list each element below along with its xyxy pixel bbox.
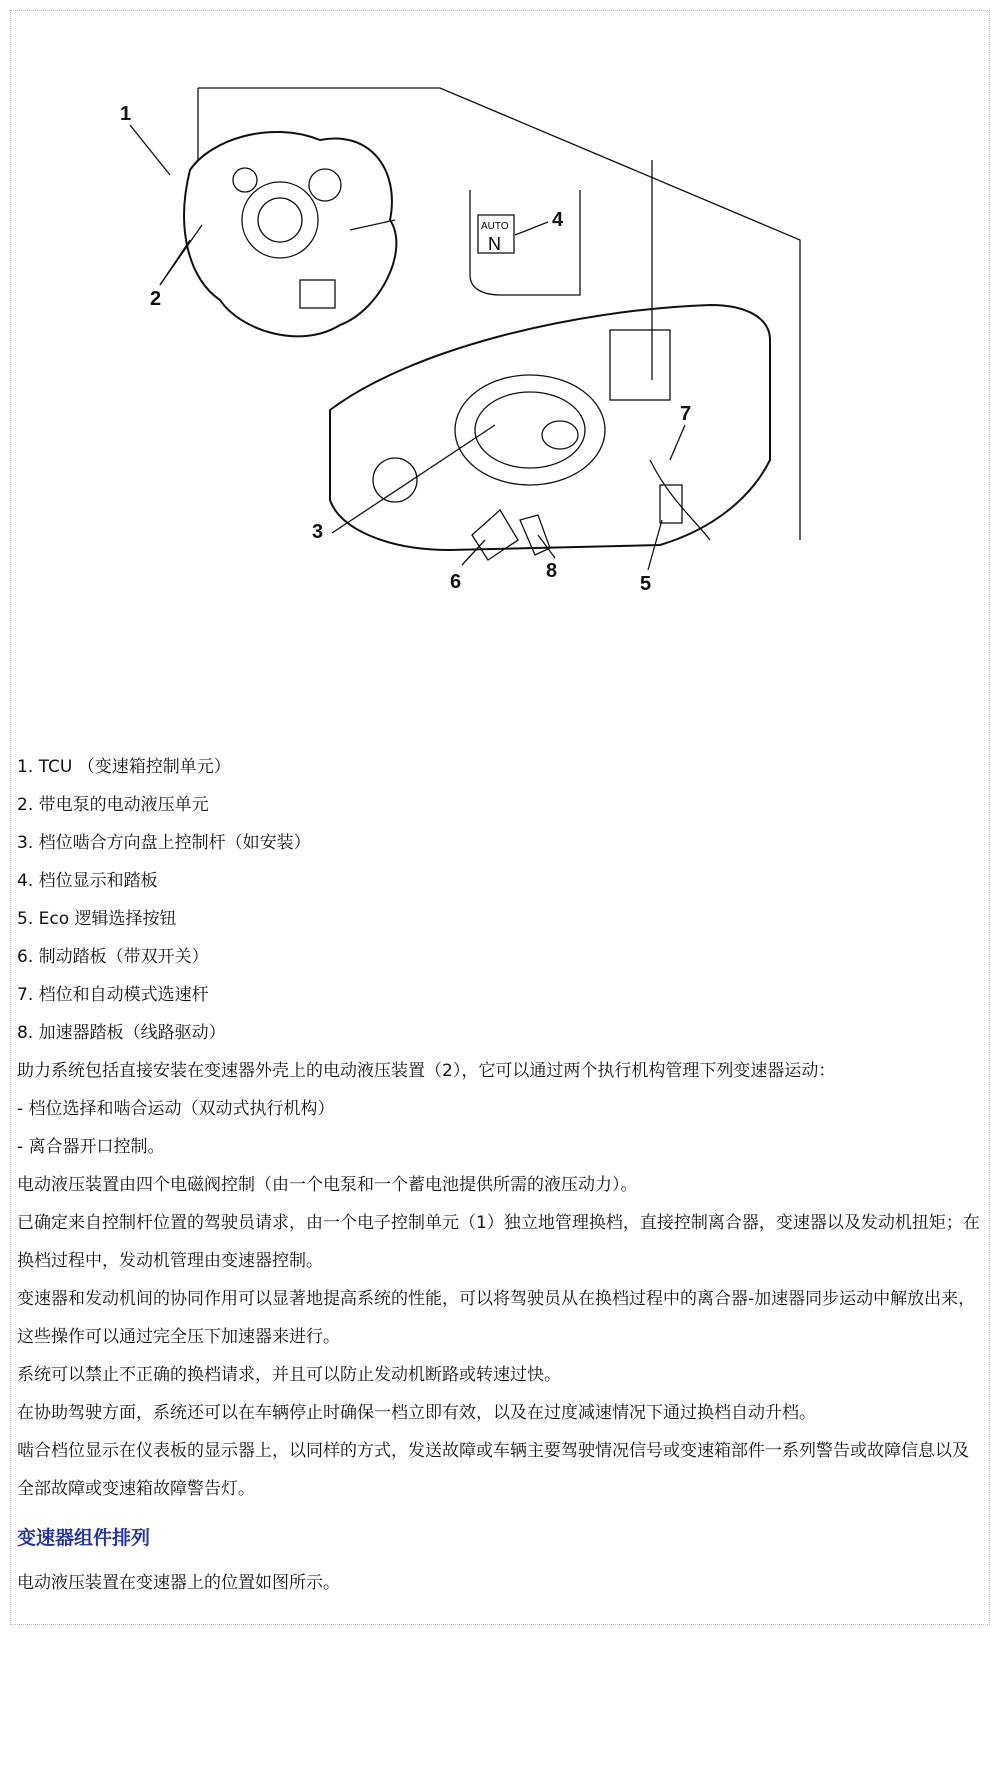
legend-item-2: 2. 带电泵的电动液压单元 [17,795,209,815]
callout-5: 5 [640,573,652,595]
legend-item-6: 6. 制动踏板（带双开关） [17,947,209,967]
body-intro: 助力系统包括直接安装在变速器外壳上的电动液压装置（2），它可以通过两个执行机构管理下列变速器运动： [17,1061,836,1081]
callout-8: 8 [546,560,558,582]
gearbox-drawing [184,132,396,336]
callout-6: 6 [450,571,462,593]
legend-item-3: 3. 档位啮合方向盘上控制杆（如安装） [17,833,311,853]
callout-3: 3 [312,521,324,543]
display-gear-text: N [488,234,501,254]
body-bullet-1: - 档位选择和啮合运动（双动式执行机构） [17,1099,335,1119]
callout-2: 2 [150,288,162,310]
legend-item-7: 7. 档位和自动模式选速杆 [17,985,209,1005]
gear-display-drawing [470,190,580,295]
legend-item-5: 5. Eco 逻辑选择按钮 [17,909,177,929]
transmission-diagram [120,80,830,680]
callout-4: 4 [552,209,564,231]
body-paragraph-3: 变速器和发动机间的协同作用可以显著地提高系统的性能，可以将驾驶员从在换档过程中的离合器-加速器同步运动中解放出来，这些操作可以通过完全压下加速器来进行。 [17,1289,976,1347]
callout-7: 7 [680,403,692,425]
display-auto-text: AUTO [481,221,509,232]
section-heading: 变速器组件排列 [17,1527,151,1549]
callout-1: 1 [120,103,132,125]
legend-item-1: 1. TCU （变速箱控制单元） [17,757,231,777]
section-text: 电动液压装置在变速器上的位置如图所示。 [17,1573,340,1593]
dashboard-drawing [330,305,770,560]
body-paragraph-2: 已确定来自控制杆位置的驾驶员请求，由一个电子控制单元（1）独立地管理换档，直接控制离合器，变速器以及发动机扭矩；在换档过程中，发动机管理由变速器控制。 [17,1213,980,1271]
body-paragraph-5: 在协助驾驶方面，系统还可以在车辆停止时确保一档立即有效，以及在过度减速情况下通过换档自动升档。 [17,1403,816,1423]
legend-item-4: 4. 档位显示和踏板 [17,871,158,891]
legend-item-8: 8. 加速器踏板（线路驱动） [17,1023,226,1043]
body-paragraph-4: 系统可以禁止不正确的换档请求，并且可以防止发动机断路或转速过快。 [17,1365,561,1385]
document-content [17,748,983,1602]
leader-lines [130,125,685,570]
diagram-outline [198,88,800,540]
body-bullet-2: - 离合器开口控制。 [17,1137,165,1157]
body-paragraph-6: 啮合档位显示在仪表板的显示器上，以同样的方式，发送故障或车辆主要驾驶情况信号或变速箱部件一系列警告或故障信息以及全部故障或变速箱故障警告灯。 [17,1441,969,1499]
body-paragraph-1: 电动液压装置由四个电磁阀控制（由一个电泵和一个蓄电池提供所需的液压动力）。 [17,1175,638,1195]
